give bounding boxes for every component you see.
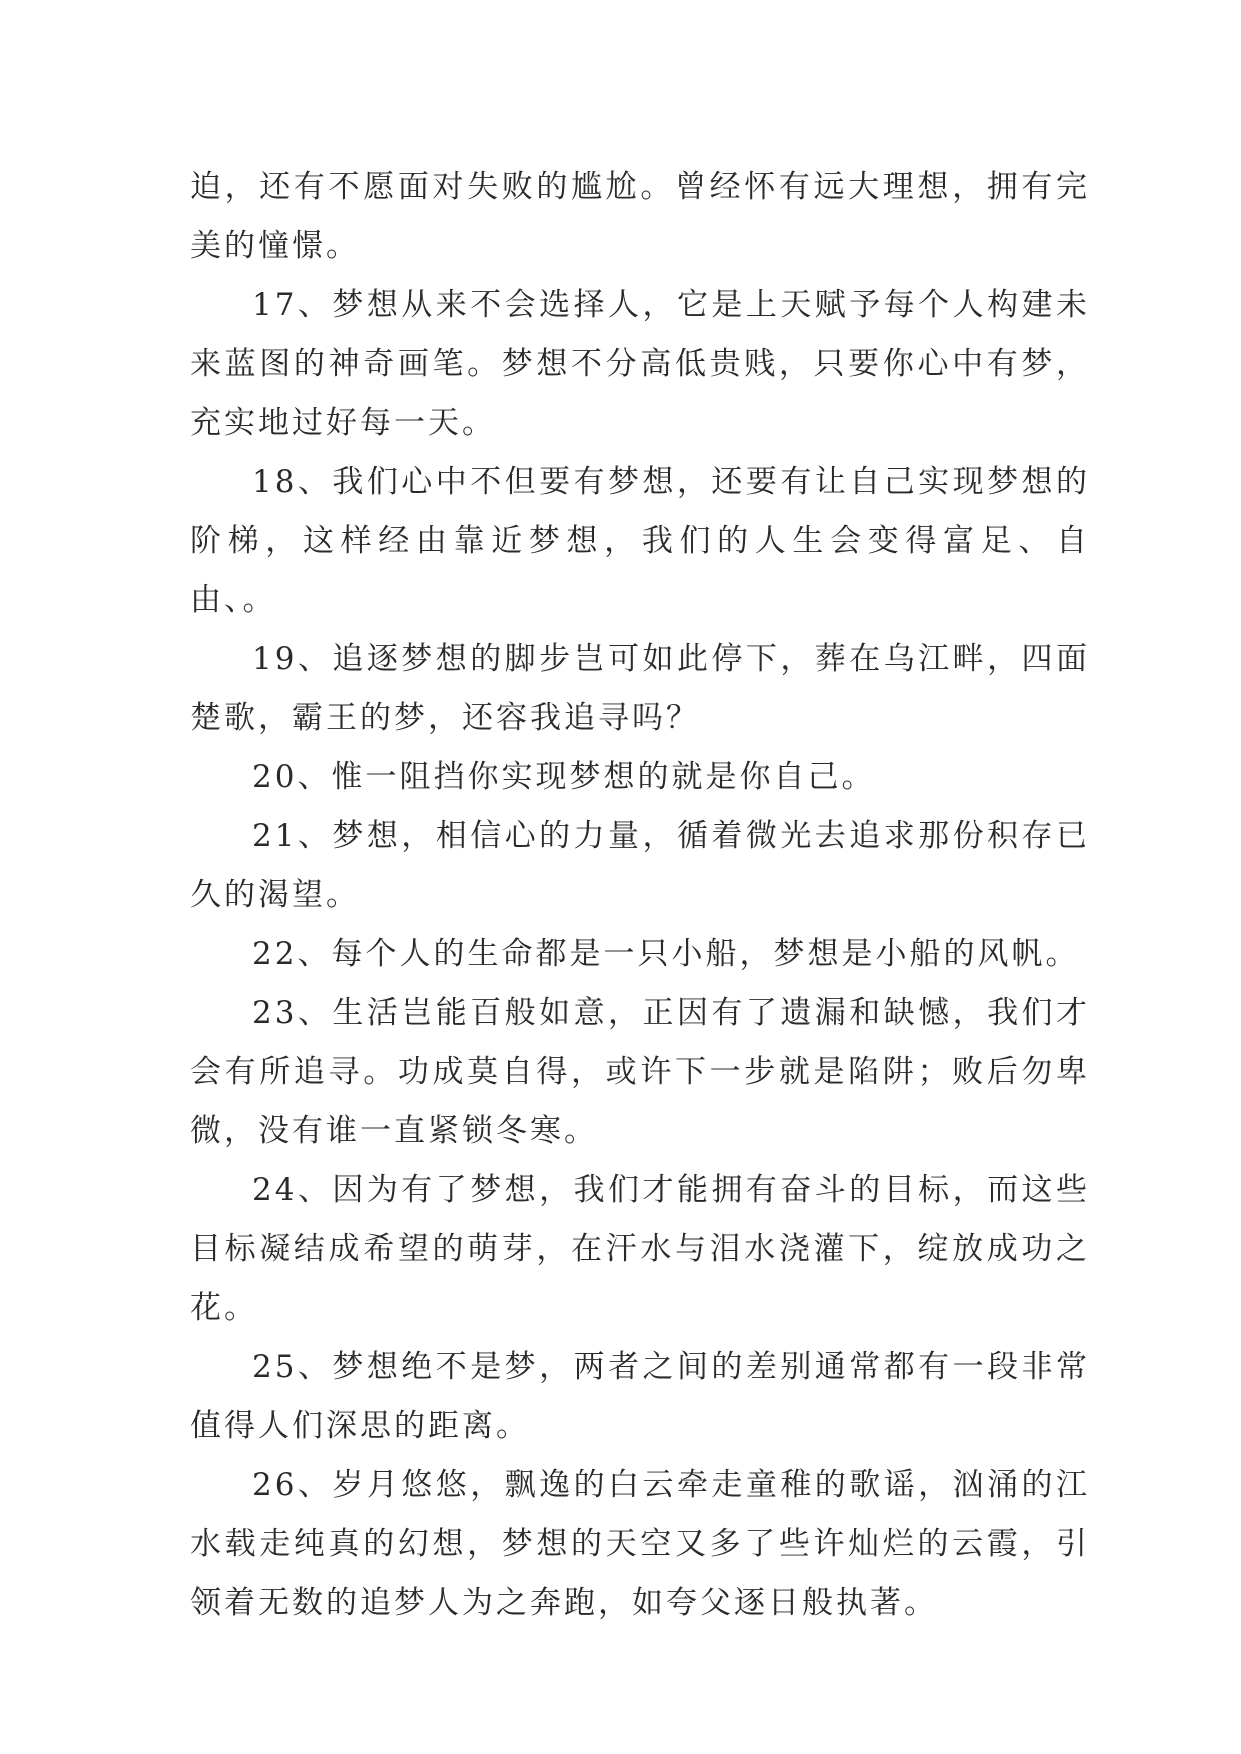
- paragraph-25: 25、梦想绝不是梦，两者之间的差别通常都有一段非常值得人们深思的距离。: [190, 1349, 1090, 1444]
- paragraph-continuation: 迫，还有不愿面对失败的尴尬。曾经怀有远大理想，拥有完美的憧憬。: [190, 169, 1090, 264]
- document-body: [190, 158, 1090, 1633]
- paragraph-23: 23、生活岂能百般如意，正因有了遗漏和缺憾，我们才会有所追寻。功成莫自得，或许下一步就是陷阱；败后勿卑微，没有谁一直紧锁冬寒。: [190, 995, 1090, 1149]
- paragraph-17: 17、梦想从来不会选择人，它是上天赋予每个人构建未来蓝图的神奇画笔。梦想不分高低贵贱，只要你心中有梦，充实地过好每一天。: [190, 287, 1090, 441]
- paragraph-19: 19、追逐梦想的脚步岂可如此停下，葬在乌江畔，四面楚歌，霸王的梦，还容我追寻吗？: [190, 641, 1090, 736]
- paragraph-20: 20、惟一阻挡你实现梦想的就是你自己。: [252, 759, 876, 795]
- paragraph-21: 21、梦想，相信心的力量，循着微光去追求那份积存已久的渴望。: [190, 818, 1090, 913]
- paragraph-24: 24、因为有了梦想，我们才能拥有奋斗的目标，而这些目标凝结成希望的萌芽，在汗水与泪水浇灌下，绽放成功之花。: [190, 1172, 1090, 1326]
- paragraph-26: 26、岁月悠悠，飘逸的白云牵走童稚的歌谣，汹涌的江水载走纯真的幻想，梦想的天空又多了些许灿烂的云霞，引领着无数的追梦人为之奔跑，如夸父逐日般执著。: [190, 1467, 1090, 1621]
- paragraph-18: 18、我们心中不但要有梦想，还要有让自己实现梦想的阶梯，这样经由靠近梦想，我们的人生会变得富足、自由、。: [190, 464, 1090, 618]
- paragraph-22: 22、每个人的生命都是一只小船，梦想是小船的风帆。: [252, 936, 1080, 972]
